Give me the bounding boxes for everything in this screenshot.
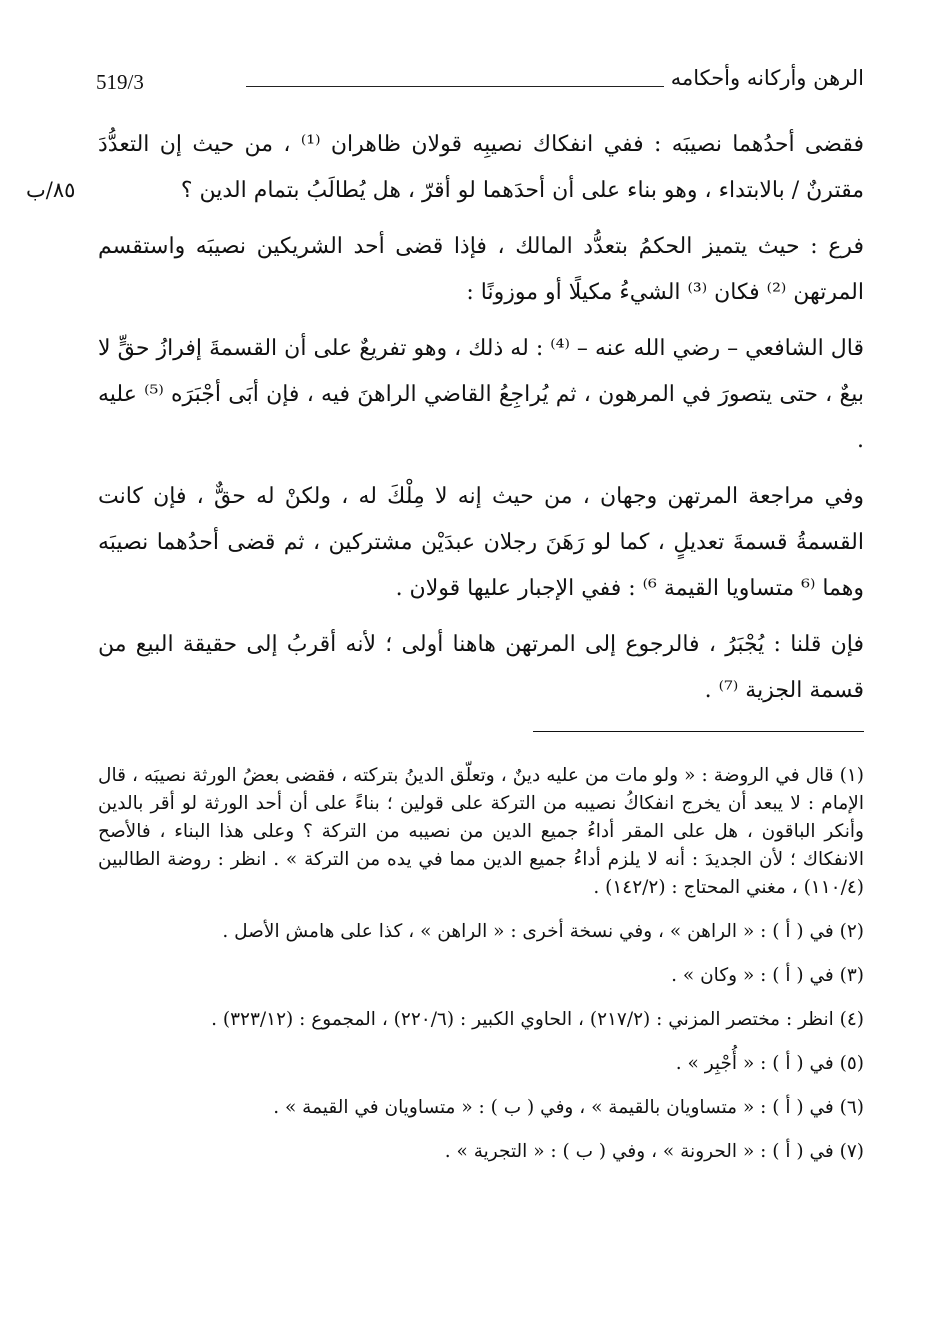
footnote: (٣) في ( أ ) : « وكان » .: [671, 965, 864, 986]
paragraph: فقضى أحدُهما نصيبَه : ففي انفكاك نصيبِه قولان ظاهران ⁽¹⁾ ، من حيث إن التعدُّدَ مقترنٌ / بالابتداء ، وهو بناء على أن أحدَهما لو أقرّ ، هل يُطالَبُ بتمام الدين ؟: [98, 132, 864, 203]
footnote: (٧) في ( أ ) : « الحرونة » ، وفي ( ب ) : « التجرية » .: [444, 1141, 864, 1162]
running-title: الرهن وأركانه وأحكامه: [670, 66, 864, 90]
footnotes: [98, 762, 864, 1182]
paragraph: وفي مراجعة المرتهن وجهان ، من حيث إنه لا مِلْكَ له ، ولكنْ له حقٌّ ، فإن كانت القسمةُ قسمةَ تعديلٍ ، كما لو رَهَنَ رجلان عبدَيْن مشتركين ، ثم قضى أحدُهما نصيبَه وهما ⁽⁶ متساويا القيمة ⁶⁾ : ففي الإجبار عليها قولان .: [98, 484, 864, 601]
footnote: (٤) انظر : مختصر المزني : (٢١٧/٢) ، الحاوي الكبير : (٢٢٠/٦) ، المجموع : (٣٢٣/١٢) .: [211, 1009, 864, 1030]
paragraph: فرع : حيث يتميز الحكمُ بتعدُّد المالك ، فإذا قضى أحد الشريكين نصيبَه واستقسم المرتهن ⁽²⁾ فكان ⁽³⁾ الشيءُ مكيلًا أو موزونًا :: [98, 234, 864, 305]
main-text: [98, 122, 864, 724]
header-rule: [246, 86, 664, 87]
footnote-separator: [533, 731, 864, 732]
footnote: (١) قال في الروضة : « ولو مات من عليه دينٌ ، وتعلّق الدينُ بتركته ، فقضى بعضُ الورثة نصيبَه ، قال الإمام : لا يبعد أن يخرج انفكاكُ نصيبه من التركة على قولين ؛ بناءً على أن أحد الورثة لو أقر بالدين وأنكر الباقون ، هل على المقر أداءُ جميع الدين من نصيبه من التركة ؟ وعلى هذا البناء ، فالأصح الانفكاك ؛ لأن الجديدَ : أنه لا يلزم أداءُ جميع الدين مما في يده من التركة » . انظر : روضة الطالبين (١١٠/٤) ، مغني المحتاج : (١٤٢/٢) .: [98, 765, 864, 898]
margin-folio-note: ٨٥/ب: [26, 178, 76, 202]
footnote: (٢) في ( أ ) : « الراهن » ، وفي نسخة أخرى : « الراهن » ، كذا على هامش الأصل .: [222, 921, 864, 942]
footnote: (٦) في ( أ ) : « متساويان بالقيمة » ، وفي ( ب ) : « متساويان في القيمة » .: [273, 1097, 864, 1118]
running-header: [96, 66, 864, 106]
paragraph: قال الشافعي – رضي الله عنه – ⁽⁴⁾ : له ذلك ، وهو تفريعٌ على أن القسمةَ إفرازُ حقٍّ لا بيعٌ ، حتى يتصورَ في المرهون ، ثم يُراجِعُ القاضي الراهنَ فيه ، فإن أبَى أجْبَرَه ⁽⁵⁾ عليه .: [98, 336, 864, 453]
paragraph: فإن قلنا : يُجْبَرُ ، فالرجوع إلى المرتهن هاهنا أولى ؛ لأنه أقربُ إلى حقيقة البيع من قسمة الجزية ⁽⁷⁾ .: [98, 632, 864, 703]
footnote: (٥) في ( أ ) : « أُجْبِر » .: [675, 1053, 864, 1074]
page-number: 519/3: [96, 70, 144, 94]
